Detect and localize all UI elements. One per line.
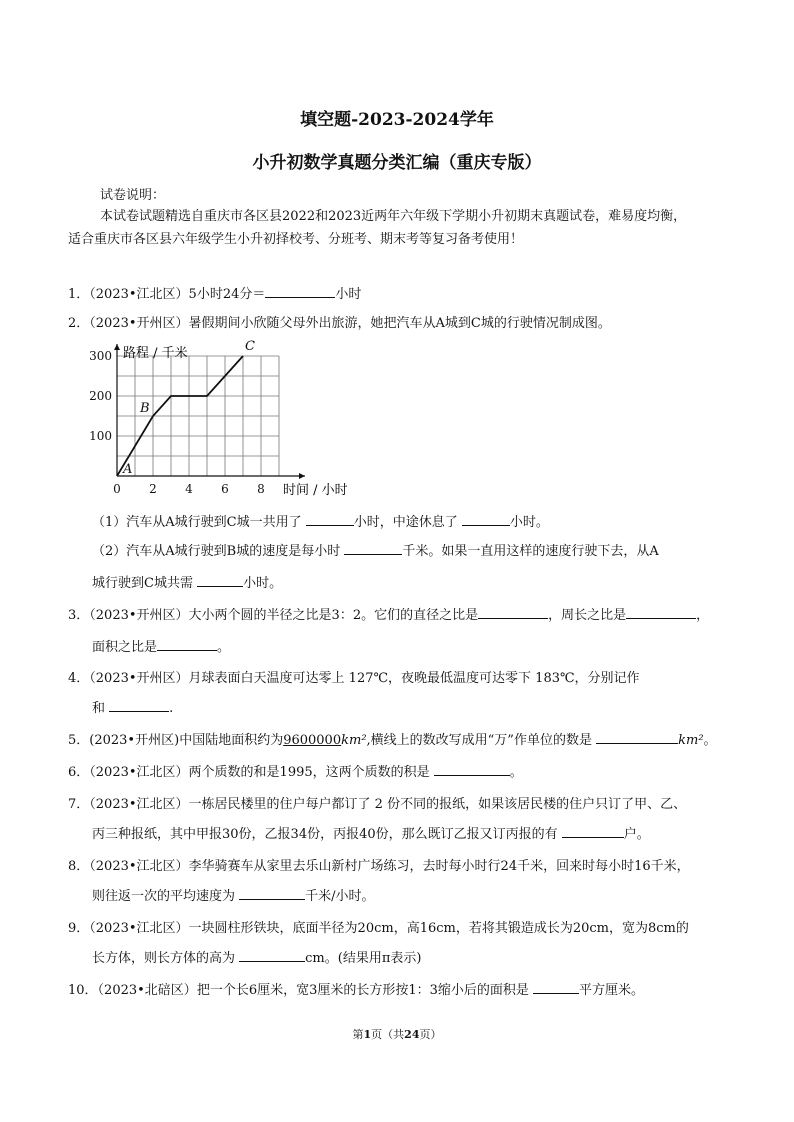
answer-blank[interactable] <box>109 699 169 712</box>
question-source: （2023•开州区） <box>89 316 189 331</box>
answer-blank[interactable] <box>344 542 402 555</box>
question-source: （2023•江北区） <box>89 287 189 302</box>
y-axis-label: 路程 / 千米 <box>123 346 188 361</box>
x-tick-label: 2 <box>149 482 157 496</box>
intro-heading: 试卷说明： <box>100 188 166 203</box>
footer-text: 页） <box>419 1028 442 1041</box>
question-2-sub-2-cont <box>92 572 282 591</box>
question-8-cont <box>92 885 375 904</box>
y-tick-label: 100 <box>89 429 112 443</box>
answer-blank[interactable] <box>478 606 548 619</box>
answer-blank[interactable] <box>626 606 696 619</box>
answer-blank[interactable] <box>596 731 678 744</box>
question-number: 7． <box>68 797 90 812</box>
chart-grid <box>117 356 279 476</box>
question-number: 9． <box>68 921 90 936</box>
question-9 <box>68 917 689 936</box>
page-subtitle: 小升初数学真题分类汇编（重庆专版） <box>252 153 542 173</box>
page-title: 填空题-2023-2024学年 <box>300 110 494 130</box>
footer-text: 第 <box>352 1028 364 1041</box>
question-text: 一栋居民楼里的住户每户都订了 2 份不同的报纸，如果该居民楼的住户只订了甲、乙、 <box>188 797 687 812</box>
x-axis-label: 时间 / 小时 <box>283 483 348 498</box>
question-number: 1． <box>68 287 90 302</box>
question-7 <box>68 793 686 812</box>
page-footer <box>0 1026 794 1042</box>
question-text: 平方厘米。 <box>579 983 645 998</box>
answer-blank[interactable] <box>239 887 305 900</box>
distance-time-chart <box>82 340 372 505</box>
question-text: ,横线上的数改写成用“万”作单位的数是 <box>366 733 592 748</box>
question-text: 一块圆柱形铁块，底面半径为20cm，高16cm，若将其锻造成长为20cm，宽为8cm的 <box>188 921 689 936</box>
question-text: 丙三种报纸，其中甲报30份，乙报34份，丙报40份，那么既订乙报又订丙报的有 <box>92 827 558 842</box>
question-text: 和 <box>92 701 106 716</box>
answer-blank[interactable] <box>239 949 305 962</box>
point-label: C <box>245 340 255 354</box>
page-number: 1 <box>363 1028 372 1041</box>
question-2-sub-1 <box>92 511 549 530</box>
answer-blank[interactable] <box>434 763 510 776</box>
x-axis-arrow <box>299 473 305 479</box>
answer-blank[interactable] <box>533 981 579 994</box>
question-number: 10． <box>68 983 98 998</box>
question-source: （2023•江北区） <box>89 797 189 812</box>
question-number: 5． <box>68 733 90 748</box>
question-text: cm。(结果用π表示) <box>305 951 422 966</box>
question-text: 千米/小时。 <box>305 889 375 904</box>
question-source: （2023•开州区） <box>89 608 189 623</box>
question-text: 暑假期间小欣随父母外出旅游，她把汽车从A城到C城的行驶情况制成图。 <box>188 316 611 331</box>
question-4 <box>68 667 640 686</box>
question-number: 8． <box>68 859 90 874</box>
question-text: 两个质数的和是1995，这两个质数的积是 <box>188 765 430 780</box>
question-9-cont <box>92 947 421 966</box>
question-source: （2023•江北区） <box>89 921 189 936</box>
question-source: （2023•开州区） <box>89 671 189 686</box>
question-text: 面积之比是 <box>92 640 158 655</box>
question-2 <box>68 312 611 331</box>
intro-line-2: 适合重庆市各区县六年级学生小升初择校考、分班考、期末考等复习备考使用！ <box>68 232 524 247</box>
question-text: 小时。 <box>243 576 283 591</box>
question-text: 把一个长6厘米，宽3厘米的长方形按1：3缩小后的面积是 <box>196 983 529 998</box>
question-source: （2023•江北区） <box>89 765 189 780</box>
question-text: 中国陆地面积约为 <box>179 733 284 748</box>
question-2-sub-2 <box>92 540 659 559</box>
question-text: 。 <box>703 733 717 748</box>
question-text: 小时 <box>335 287 362 302</box>
question-1 <box>68 283 361 302</box>
x-tick-label: 8 <box>257 482 265 496</box>
question-text: 千米。如果一直用这样的速度行驶下去，从A <box>402 544 659 559</box>
question-5 <box>68 729 717 748</box>
question-text: （2）汽车从A城行驶到B城的速度是每小时 <box>92 544 341 559</box>
question-3-cont <box>92 636 230 655</box>
question-text: 小时，中途休息了 <box>353 515 458 530</box>
question-text: 5小时24分＝ <box>188 287 266 302</box>
y-axis-arrow <box>114 344 120 350</box>
x-tick-label: 6 <box>221 482 229 496</box>
question-text: 则往返一次的平均速度为 <box>92 889 236 904</box>
question-text: 。 <box>509 765 523 780</box>
answer-blank[interactable] <box>157 638 217 651</box>
total-pages: 24 <box>404 1028 420 1041</box>
answer-blank[interactable] <box>562 825 624 838</box>
question-text: ，周长之比是 <box>548 608 627 623</box>
question-text: 月球表面白天温度可达零上 127℃，夜晚最低温度可达零下 183℃，分别记作 <box>188 671 640 686</box>
question-text: . <box>169 701 174 716</box>
point-label: A <box>123 462 133 477</box>
question-3 <box>68 604 709 623</box>
question-8 <box>68 855 690 874</box>
question-text: 户。 <box>623 827 650 842</box>
question-4-cont <box>92 697 173 716</box>
answer-blank[interactable] <box>462 513 510 526</box>
question-number: 3． <box>68 608 90 623</box>
unit: km² <box>341 733 367 748</box>
y-tick-label: 200 <box>89 389 112 403</box>
x-tick-label: 0 <box>113 482 121 496</box>
question-text: 长方体，则长方体的高为 <box>92 951 236 966</box>
x-tick-label: 4 <box>185 482 193 496</box>
question-text: ， <box>696 608 710 623</box>
question-source: （2023•北碚区） <box>97 983 197 998</box>
question-text: 李华骑赛车从家里去乐山新村广场练习，去时每小时行24千米，回来时每小时16千米， <box>188 859 690 874</box>
answer-blank[interactable] <box>197 574 243 587</box>
question-6 <box>68 761 523 780</box>
question-source: (2023•开州区) <box>89 733 180 748</box>
question-text: （1）汽车从A城行驶到C城一共用了 <box>92 515 302 530</box>
question-source: （2023•江北区） <box>89 859 189 874</box>
answer-blank[interactable] <box>265 285 335 298</box>
question-number: 6． <box>68 765 90 780</box>
question-text: 大小两个圆的半径之比是3：2。它们的直径之比是 <box>188 608 479 623</box>
question-text: 小时。 <box>509 515 549 530</box>
intro-line-1: 本试卷试题精选自重庆市各区县2022和2023近两年六年级下学期小升初期末真题试卷，难易度均衡， <box>100 209 687 224</box>
chart-ticks <box>89 349 265 496</box>
question-7-cont <box>92 823 650 842</box>
point-label: B <box>140 401 150 416</box>
footer-text: 页（共 <box>371 1028 405 1041</box>
answer-blank[interactable] <box>306 513 354 526</box>
question-text: 城行驶到C城共需 <box>92 576 193 591</box>
question-text: 。 <box>217 640 231 655</box>
question-10 <box>68 979 644 998</box>
underlined-value: 9600000 <box>283 733 342 748</box>
unit: km² <box>678 733 704 748</box>
question-number: 2． <box>68 316 90 331</box>
question-number: 4． <box>68 671 90 686</box>
y-tick-label: 300 <box>89 349 112 363</box>
